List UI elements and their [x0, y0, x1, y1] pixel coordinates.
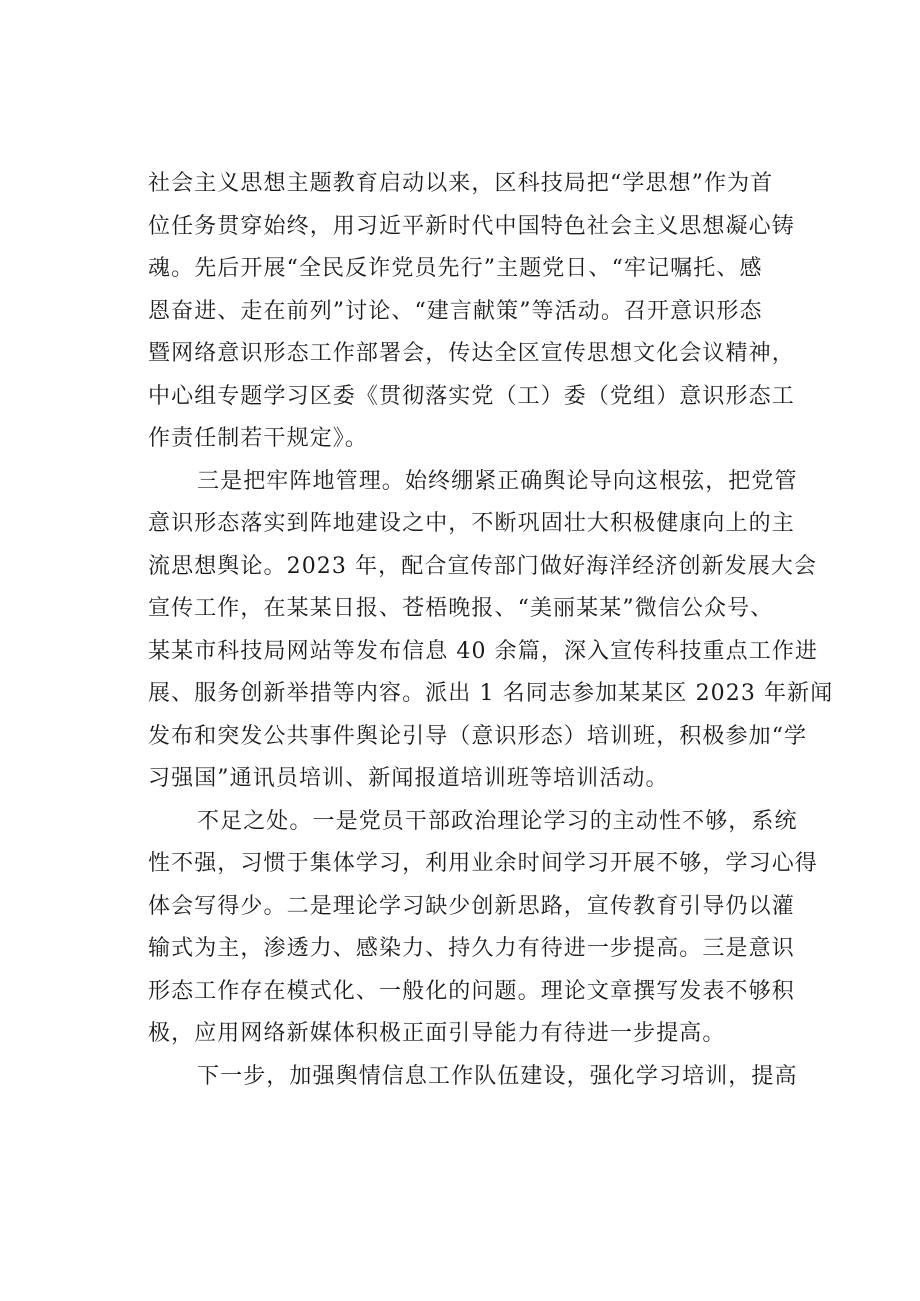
- text-line: 作责任制若干规定》。: [148, 426, 369, 451]
- text-line: 形态工作存在模式化、一般化的问题。理论文章撰写发表不够积: [148, 978, 795, 1004]
- text-line: 三是把牢阵地管理。始终绷紧正确舆论导向这根弦，把党管: [197, 468, 798, 494]
- text-line: 中心组专题学习区委《贯彻落实党（工）委（党组）意识形态工: [148, 383, 795, 409]
- text-line: 位任务贯穿始终，用习近平新时代中国特色社会主义思想凝心铸: [148, 213, 795, 239]
- text-line: 展、服务创新举措等内容。派出 1 名同志参加某某区 2023 年新闻: [148, 681, 834, 706]
- text-line: 流思想舆论。2023 年，配合宣传部门做好海洋经济创新发展大会: [148, 553, 818, 579]
- text-line: 暨网络意识形态工作部署会，传达全区宣传思想文化会议精神，: [148, 341, 795, 366]
- text-line: 某某市科技局网站等发布信息 40 余篇，深入宣传科技重点工作进: [148, 638, 819, 664]
- paragraph-shortcomings: [148, 801, 818, 1056]
- paragraph-next-steps: [148, 1056, 808, 1099]
- document-body: [148, 163, 834, 1098]
- text-line: 宣传工作，在某某日报、苍梧晚报、“美丽某某”微信公众号、: [148, 596, 774, 621]
- text-line: 意识形态落实到阵地建设之中，不断巩固壮大积极健康向上的主: [148, 511, 795, 536]
- text-line: 输式为主，渗透力、感染力、持久力有待进一步提高。三是意识: [148, 936, 795, 961]
- text-line: 性不强，习惯于集体学习，利用业余时间学习开展不够，学习心得: [148, 851, 818, 876]
- text-line: 恩奋进、走在前列”讨论、“建言献策”等活动。召开意识形态: [148, 298, 763, 324]
- text-line: 不足之处。一是党员干部政治理论学习的主动性不够，系统: [197, 808, 798, 834]
- text-line: 社会主义思想主题教育启动以来，区科技局把“学思想”作为首: [148, 171, 774, 196]
- text-line: 下一步，加强舆情信息工作队伍建设，强化学习培训，提高: [197, 1063, 798, 1089]
- text-line: 发布和突发公共事件舆论引导（意识形态）培训班，积极参加“学: [148, 723, 808, 749]
- paragraph-theme-education: [148, 163, 808, 461]
- text-line: 习强国”通讯员培训、新闻报道培训班等培训活动。: [148, 766, 669, 791]
- text-line: 极，应用网络新媒体积极正面引导能力有待进一步提高。: [148, 1021, 726, 1046]
- text-line: 体会写得少。二是理论学习缺少创新思路，宣传教育引导仍以灌: [148, 893, 795, 919]
- paragraph-position-management: [148, 461, 834, 801]
- text-line: 魂。先后开展“全民反诈党员先行”主题党日、“牢记嘱托、感: [148, 256, 763, 281]
